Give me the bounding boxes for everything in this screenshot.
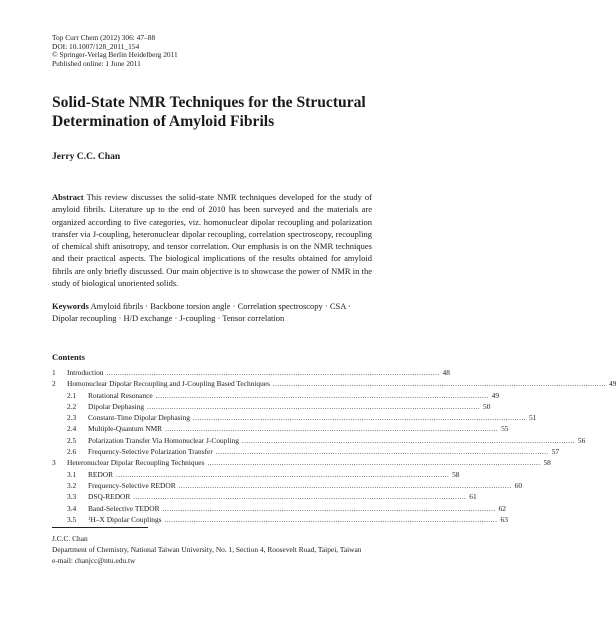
- toc-entry-page: 60: [514, 480, 523, 490]
- toc-entry-title: Constant-Time Dipolar Dephasing: [88, 413, 190, 423]
- keywords: [52, 300, 374, 325]
- toc-leader-dots: ....................................................................................................................................................: [116, 470, 450, 479]
- toc-entry-number: 3.1: [67, 469, 77, 479]
- toc-entry-title: DSQ-REDOR: [88, 492, 131, 502]
- abstract-text: This review discusses the solid-state NMR techniques developed for the study of amyloid fibrils. Literature up to the end of 2010 has been surveyed and the materials are organized according to five categories, viz. homonuclear dipolar recoupling and polarization transfer via J-coupling, heteronuclear dipolar recoupling, correlation spectroscopy, recoupling of chemical shift anisotropy, and tensor correlation. Our emphasis is on the NMR techniques and their practical aspects. The biological implications of the results obtained for amyloid fibrils are only briefly discussed. Our main objective is to showcase the power of NMR in the study of biological unoriented solids.: [52, 192, 372, 289]
- toc-entry[interactable]: [52, 367, 450, 378]
- abstract-label: Abstract: [52, 192, 84, 202]
- footnote: [52, 533, 374, 567]
- toc-entry[interactable]: [52, 390, 500, 401]
- toc-entry-number: 3.4: [67, 503, 77, 513]
- toc-entry-number: 2.3: [67, 413, 77, 423]
- toc-leader-dots: ....................................................................................................................................................: [272, 380, 606, 389]
- toc-entry-number: 2.4: [67, 424, 77, 434]
- toc-entry-title: Polarization Transfer Via Homonuclear J-Coupling: [88, 435, 239, 445]
- toc-entry-title: Frequency-Selective REDOR: [88, 480, 176, 490]
- toc-leader-dots: ....................................................................................................................................................: [147, 402, 481, 411]
- toc-entry-number: 3.2: [67, 480, 77, 490]
- toc-entry-page: 58: [452, 469, 460, 479]
- toc-entry-page: 61: [469, 492, 477, 502]
- toc-entry-title: Dipolar Dephasing: [88, 401, 145, 411]
- author: Jerry C.C. Chan: [52, 151, 121, 162]
- toc-leader-dots: ....................................................................................................................................................: [215, 448, 549, 457]
- toc-entry[interactable]: [52, 423, 509, 434]
- contents-heading: Contents: [52, 352, 85, 362]
- keywords-label: Keywords: [52, 301, 89, 311]
- toc-entry[interactable]: [52, 401, 491, 412]
- journal-citation: Top Curr Chem (2012) 306: 47–88: [52, 33, 156, 42]
- toc-entry-title: REDOR: [88, 469, 114, 479]
- toc-leader-dots: ....................................................................................................................................................: [164, 515, 498, 524]
- toc-leader-dots: ....................................................................................................................................................: [165, 425, 499, 434]
- toc-entry[interactable]: [52, 412, 537, 423]
- toc-entry-number: 2.6: [67, 447, 77, 457]
- toc-leader-dots: ....................................................................................................................................................: [178, 481, 512, 490]
- toc-entry-title: Frequency-Selective Polarization Transfer: [88, 447, 213, 457]
- toc-entry[interactable]: [52, 491, 477, 502]
- journal-meta: [52, 34, 178, 68]
- toc-entry-page: 50: [483, 401, 491, 411]
- toc-entry-page: 57: [551, 447, 560, 457]
- toc-entry-page: 63: [500, 514, 508, 524]
- doi: DOI: 10.1007/128_2011_154: [52, 41, 140, 51]
- toc-entry[interactable]: [52, 469, 460, 480]
- toc-leader-dots: ....................................................................................................................................................: [155, 391, 489, 400]
- toc-entry-title: Introduction: [67, 368, 104, 377]
- toc-entry[interactable]: [52, 480, 523, 491]
- toc-entry-number: 3.3: [67, 492, 77, 502]
- toc-entry[interactable]: [52, 435, 586, 446]
- article-title: Solid-State NMR Techniques for the Structural Determination of Amyloid Fibrils: [52, 94, 366, 130]
- copyright: © Springer-Verlag Berlin Heidelberg 2011: [52, 50, 178, 60]
- toc-entry[interactable]: [52, 514, 508, 525]
- abstract: [52, 191, 372, 289]
- toc-leader-dots: ....................................................................................................................................................: [207, 459, 541, 468]
- toc-entry[interactable]: [52, 446, 560, 457]
- toc-entry-number: 2.2: [67, 401, 77, 411]
- toc-leader-dots: ....................................................................................................................................................: [133, 493, 467, 502]
- keywords-text: Amyloid fibrils · Backbone torsion angle · Correlation spectroscopy · CSA · Dipolar recoupling · H/D exchange · J-coupling · Tensor correlation: [52, 301, 351, 324]
- toc-entry[interactable]: [52, 457, 551, 468]
- toc-entry-title: Multiple-Quantum NMR: [88, 424, 163, 434]
- toc-entry-title: Rotational Resonance: [88, 390, 153, 400]
- toc-entry[interactable]: [52, 503, 506, 514]
- toc-entry-title: Homonuclear Dipolar Recoupling and J-Coupling Based Techniques: [67, 379, 270, 389]
- table-of-contents: [52, 367, 616, 525]
- toc-entry-number: 3.5: [67, 514, 77, 524]
- toc-entry-page: 48: [442, 368, 450, 377]
- toc-entry-page: 49: [608, 379, 616, 389]
- toc-entry-number: 2: [52, 379, 56, 389]
- toc-entry-page: 56: [577, 435, 586, 445]
- toc-entry-number: 3: [52, 458, 56, 468]
- toc-entry-page: 49: [491, 390, 500, 400]
- toc-entry-title: [88, 514, 162, 525]
- footnote-department: Department of Chemistry, National Taiwan University, No. 1, Section 4, Roosevelt Road, Taipei, Taiwan: [52, 545, 362, 555]
- toc-entry-number: 2.1: [67, 390, 77, 400]
- toc-leader-dots: ....................................................................................................................................................: [162, 504, 496, 513]
- toc-entry-page: 58: [543, 458, 551, 468]
- toc-entry-superscript: 1: [88, 516, 91, 522]
- toc-leader-dots: ....................................................................................................................................................: [192, 414, 526, 423]
- footnote-email: e-mail: chanjcc@ntu.edu.tw: [52, 556, 136, 566]
- toc-entry-number: 2.5: [67, 435, 77, 445]
- toc-leader-dots: ....................................................................................................................................................: [241, 436, 575, 445]
- toc-leader-dots: ....................................................................................................................................................: [106, 369, 440, 377]
- toc-entry-page: 55: [501, 424, 509, 434]
- toc-entry-title: Heteronuclear Dipolar Recoupling Techniques: [67, 458, 205, 468]
- toc-entry-title: Band-Selective TEDOR: [88, 503, 160, 513]
- toc-entry-page: 62: [498, 503, 506, 513]
- published-date: Published online: 1 June 2011: [52, 58, 141, 68]
- toc-entry[interactable]: [52, 378, 616, 389]
- toc-entry-page: 51: [528, 413, 537, 423]
- toc-entry-title-text: H–X Dipolar Couplings: [90, 514, 162, 524]
- footnote-name: J.C.C. Chan: [52, 534, 88, 543]
- footnote-rule: [52, 527, 148, 528]
- toc-entry-number: 1: [52, 368, 56, 377]
